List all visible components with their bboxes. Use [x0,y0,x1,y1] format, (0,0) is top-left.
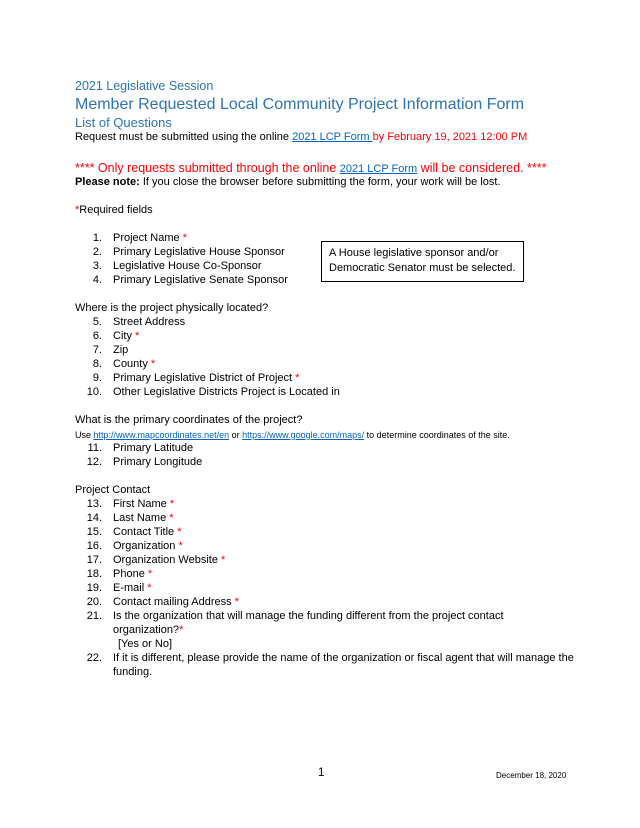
list-item: Primary Latitude [113,442,194,454]
list-item: Phone * [113,568,153,580]
list-item: Organization Website * [113,554,226,566]
submit-instruction: Request must be submitted using the online 2021 LCP Form by February 19, 2021 12:00 PM [75,131,528,143]
item-number: 13. [86,498,102,510]
contact-heading: Project Contact [75,484,151,496]
item-number: 4. [92,274,102,286]
coordinates-help: Use http://www.mapcoordinates.net/en or https://www.google.com/maps/ to determine coordinates of the site. [75,430,510,440]
list-item: Project Name * [113,232,187,244]
item-number: 21. [86,610,102,622]
list-item: Primary Legislative District of Project * [113,372,300,384]
list-item: Primary Legislative House Sponsor [113,246,285,258]
location-question: Where is the project physically located? [75,302,269,314]
list-item: Legislative House Co-Sponsor [113,260,262,272]
item-number: 1. [92,232,102,244]
list-item: First Name * [113,498,175,510]
list-item: Contact Title * [113,526,182,538]
item-number: 19. [86,582,102,594]
question-22-line2: funding. [113,666,153,678]
footer-date: December 18, 2020 [496,771,567,780]
list-item: Contact mailing Address * [113,596,239,608]
item-number: 6. [92,330,102,342]
form-subtitle: List of Questions [75,115,172,130]
list-item: Organization * [113,540,183,552]
question-21-line1: Is the organization that will manage the funding different from the project contact [113,610,504,622]
lcp-form-link[interactable]: 2021 LCP Form [292,131,373,143]
google-maps-link[interactable]: https://www.google.com/maps/ [242,430,365,440]
question-21-line2: organization?* [113,624,184,636]
list-item: Primary Legislative Senate Sponsor [113,274,288,286]
question-21-options: [Yes or No] [118,638,173,650]
item-number: 5. [92,316,102,328]
item-number: 8. [92,358,102,370]
item-number: 9. [92,372,102,384]
item-number: 15. [86,526,102,538]
lcp-form-link-2[interactable]: 2021 LCP Form [339,163,418,175]
item-number: 10. [86,386,102,398]
page-number: 1 [318,767,325,779]
coordinates-question: What is the primary coordinates of the project? [75,414,303,426]
item-number: 3. [92,260,102,272]
warning-line: **** Only requests submitted through the online 2021 LCP Form will be considered. **** [75,161,547,175]
item-number: 14. [86,512,102,524]
required-fields-note: *Required fields [75,204,153,216]
form-title: Member Requested Local Community Project Information Form [75,96,525,113]
question-22-line1: If it is different, please provide the name of the organization or fiscal agent that will manage the [113,652,574,664]
list-item: Street Address [113,316,186,328]
list-item: Last Name * [113,512,174,524]
item-number: 11. [87,442,102,454]
item-number: 7. [92,344,102,356]
list-item: E-mail * [113,582,152,594]
item-number: 17. [86,554,102,566]
please-note: Please note: If you close the browser before submitting the form, your work will be lost. [75,176,501,188]
list-item: Other Legislative Districts Project is Located in [113,386,340,398]
item-number: 2. [92,246,102,258]
item-number: 16. [86,540,102,552]
mapcoordinates-link[interactable]: http://www.mapcoordinates.net/en [93,430,230,440]
item-number: 12. [86,456,102,468]
sponsor-note-box: A House legislative sponsor and/or Democratic Senator must be selected. [321,241,524,282]
session-label: 2021 Legislative Session [75,79,214,93]
list-item: Zip [113,344,129,356]
item-number: 20. [86,596,102,608]
item-number: 22. [86,652,102,664]
list-item: County * [113,358,156,370]
list-item: City * [113,330,140,342]
item-number: 18. [86,568,102,580]
list-item: Primary Longitude [113,456,203,468]
deadline: February 19, 2021 12:00 PM [387,131,528,143]
